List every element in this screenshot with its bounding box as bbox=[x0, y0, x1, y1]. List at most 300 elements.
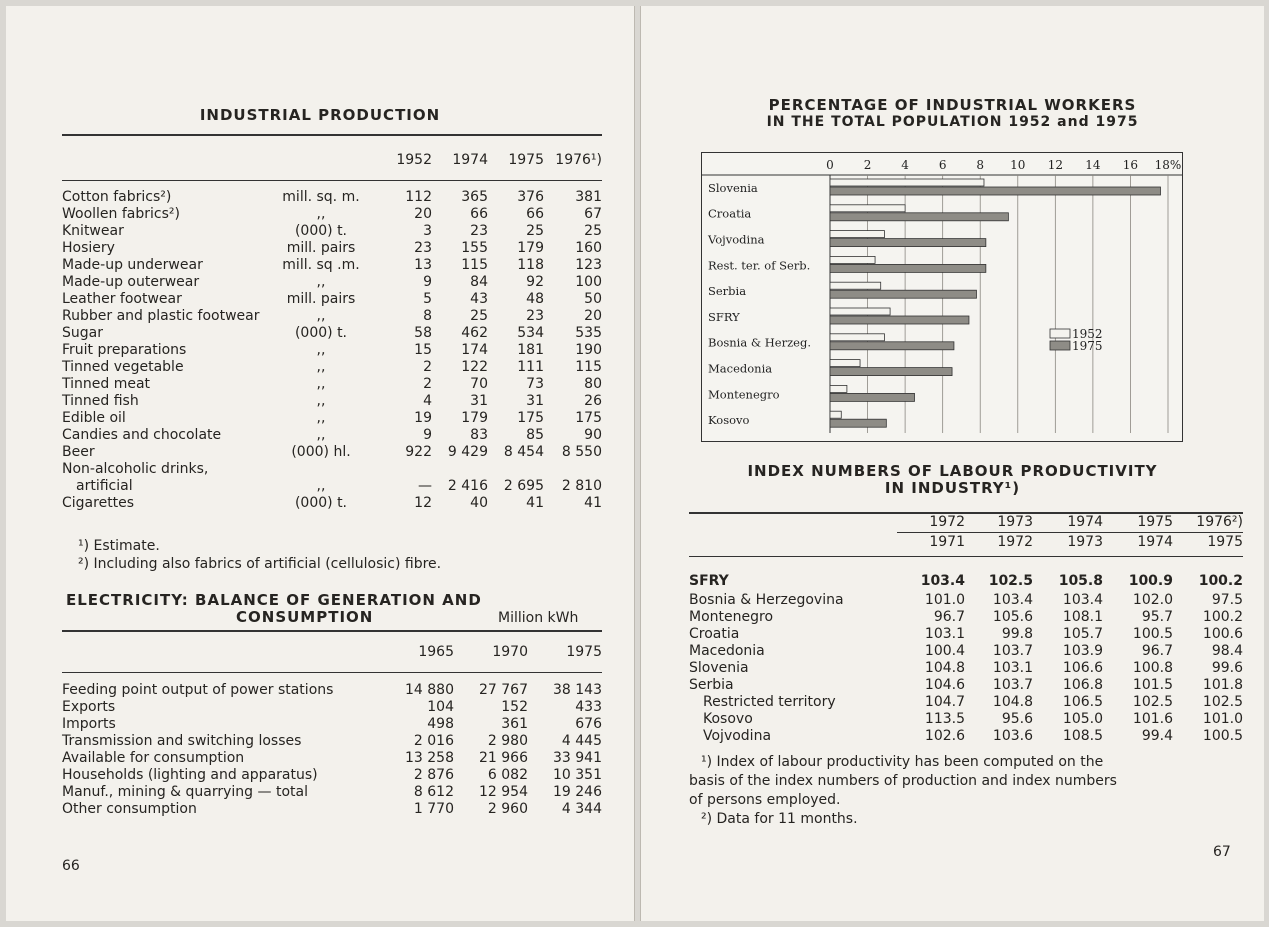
table-row bbox=[62, 257, 602, 274]
electricity-title-line2: CONSUMPTION bbox=[236, 608, 374, 626]
unit-label: ,, bbox=[316, 359, 326, 375]
table-row bbox=[62, 223, 602, 240]
value-cell: 104 bbox=[427, 699, 454, 715]
item-label: Restricted territory bbox=[703, 694, 836, 710]
value-cell: 9 bbox=[423, 427, 432, 443]
value-cell: 102.6 bbox=[924, 728, 965, 744]
value-cell: 84 bbox=[470, 274, 488, 290]
item-label: Available for consumption bbox=[62, 750, 245, 766]
category-label: Slovenia bbox=[708, 180, 758, 195]
value-cell: 111 bbox=[517, 359, 544, 375]
bar-1952 bbox=[830, 360, 860, 367]
table-row bbox=[62, 206, 602, 223]
table-row bbox=[62, 733, 602, 750]
value-cell: 92 bbox=[526, 274, 544, 290]
value-cell: 66 bbox=[470, 206, 488, 222]
bar-1975 bbox=[830, 368, 952, 376]
base-year-header: 1973 bbox=[1067, 533, 1103, 550]
unit-label: mill. pairs bbox=[286, 240, 356, 256]
item-label: Non-alcoholic drinks, bbox=[62, 461, 209, 477]
item-label: Manuf., mining & quarrying — total bbox=[62, 784, 308, 800]
unit-label: (000) t. bbox=[294, 325, 348, 341]
item-label: Made-up outerwear bbox=[62, 274, 200, 290]
value-cell: 101.6 bbox=[1132, 711, 1173, 727]
item-label: SFRY bbox=[689, 572, 729, 589]
table-row bbox=[689, 660, 1243, 677]
value-cell: 105.0 bbox=[1062, 711, 1103, 727]
unit-label: ,, bbox=[316, 410, 326, 426]
legend-label: 1952 bbox=[1072, 327, 1103, 341]
category-label: Serbia bbox=[708, 284, 747, 299]
item-label: Tinned meat bbox=[62, 376, 151, 392]
value-cell: 80 bbox=[584, 376, 602, 392]
legend-swatch-1952 bbox=[1050, 329, 1070, 338]
footnote: ²) Including also fabrics of artificial (cellulosic) fibre. bbox=[78, 556, 442, 572]
category-label: SFRY bbox=[708, 309, 740, 324]
x-tick-label: 16 bbox=[1122, 158, 1139, 172]
unit-label: mill. sq .m. bbox=[282, 257, 360, 273]
value-cell: 102.5 bbox=[1202, 694, 1243, 710]
value-cell: 104.8 bbox=[924, 660, 965, 676]
year-header: 1973 bbox=[997, 514, 1033, 530]
table-row bbox=[689, 643, 1243, 660]
value-cell: 103.1 bbox=[992, 660, 1033, 676]
value-cell: 108.1 bbox=[1062, 609, 1103, 625]
item-label: Cotton fabrics²) bbox=[62, 189, 172, 205]
value-cell: 70 bbox=[470, 376, 488, 392]
bar-1952 bbox=[830, 231, 884, 238]
electricity-unit: Million kWh bbox=[498, 610, 579, 626]
value-cell: 174 bbox=[461, 342, 488, 358]
value-cell: 100.5 bbox=[1132, 626, 1173, 642]
divider bbox=[62, 134, 602, 136]
table-row bbox=[689, 626, 1243, 643]
value-cell: 97.5 bbox=[1211, 592, 1243, 608]
table-header-row bbox=[62, 152, 602, 169]
value-cell: 96.7 bbox=[933, 609, 965, 625]
value-cell: 21 966 bbox=[479, 750, 528, 766]
item-label: Tinned vegetable bbox=[62, 359, 184, 375]
value-cell: 85 bbox=[526, 427, 544, 443]
value-cell: 365 bbox=[461, 189, 488, 205]
unit-label: (000) t. bbox=[294, 495, 348, 511]
category-label: Kosovo bbox=[708, 413, 750, 428]
table-row bbox=[62, 699, 602, 716]
item-label: Feeding point output of power stations bbox=[62, 682, 334, 698]
x-tick-label: 4 bbox=[901, 158, 909, 172]
value-cell: 48 bbox=[526, 291, 544, 307]
value-cell: 534 bbox=[517, 325, 544, 341]
bar-1952 bbox=[830, 282, 881, 289]
industrial-production-rows bbox=[62, 189, 602, 512]
value-cell: 105.6 bbox=[992, 609, 1033, 625]
value-cell: 15 bbox=[414, 342, 432, 358]
productivity-title-line2: IN INDUSTRY¹) bbox=[884, 479, 1021, 497]
value-cell: 100.2 bbox=[1198, 572, 1243, 589]
value-cell: 41 bbox=[584, 495, 602, 511]
value-cell: 112 bbox=[405, 189, 432, 205]
electricity-title: ELECTRICITY: BALANCE OF GENERATION AND bbox=[66, 591, 482, 609]
footnote: ²) Data for 11 months. bbox=[701, 811, 858, 827]
table-row bbox=[62, 359, 602, 376]
value-cell: 2 bbox=[423, 359, 432, 375]
value-cell: 190 bbox=[575, 342, 602, 358]
item-label: Slovenia bbox=[689, 660, 749, 676]
value-cell: 100.9 bbox=[1128, 572, 1173, 589]
value-cell: 2 416 bbox=[447, 478, 488, 494]
year-header: 1975 bbox=[508, 152, 544, 168]
value-cell: 9 bbox=[423, 274, 432, 290]
value-cell: 58 bbox=[414, 325, 432, 341]
value-cell: 106.5 bbox=[1062, 694, 1103, 710]
table-row bbox=[62, 461, 602, 478]
unit-label: (000) hl. bbox=[291, 444, 351, 460]
left-page bbox=[6, 6, 635, 921]
value-cell: 103.4 bbox=[920, 572, 965, 589]
value-cell: 33 941 bbox=[553, 750, 602, 766]
value-cell: 115 bbox=[575, 359, 602, 375]
table-row bbox=[689, 694, 1243, 711]
value-cell: 2 980 bbox=[487, 733, 528, 749]
value-cell bbox=[432, 461, 488, 478]
productivity-table bbox=[689, 514, 1243, 745]
value-cell: 8 454 bbox=[503, 444, 544, 460]
value-cell: 108.5 bbox=[1062, 728, 1103, 744]
value-cell: — bbox=[418, 478, 432, 494]
footnote: of persons employed. bbox=[689, 792, 841, 808]
x-tick-label: 8 bbox=[976, 158, 985, 172]
bar-1975 bbox=[830, 213, 1008, 221]
value-cell: 101.0 bbox=[924, 592, 965, 608]
footnote: ¹) Index of labour productivity has been computed on the bbox=[701, 754, 1104, 770]
productivity-rows bbox=[689, 570, 1243, 745]
year-header: 1974 bbox=[452, 152, 488, 168]
value-cell: 105.8 bbox=[1058, 572, 1103, 589]
value-cell: 19 246 bbox=[553, 784, 602, 800]
value-cell: 181 bbox=[517, 342, 544, 358]
legend-label: 1975 bbox=[1072, 339, 1103, 353]
table-row bbox=[689, 677, 1243, 694]
bar-1975 bbox=[830, 342, 954, 350]
bar-1975 bbox=[830, 239, 986, 247]
value-cell: 95.6 bbox=[1001, 711, 1033, 727]
value-cell: 103.7 bbox=[992, 643, 1033, 659]
value-cell: 4 bbox=[423, 393, 432, 409]
value-cell: 99.6 bbox=[1211, 660, 1243, 676]
item-label: Fruit preparations bbox=[62, 342, 187, 358]
item-label: Woollen fabrics²) bbox=[62, 206, 180, 222]
value-cell: 175 bbox=[575, 410, 602, 426]
item-label: Kosovo bbox=[703, 711, 753, 727]
value-cell: 43 bbox=[470, 291, 488, 307]
value-cell: 2 bbox=[423, 376, 432, 392]
value-cell: 103.1 bbox=[924, 626, 965, 642]
value-cell: 381 bbox=[575, 189, 602, 205]
page-number: 67 bbox=[1213, 844, 1231, 860]
value-cell: 31 bbox=[470, 393, 488, 409]
value-cell: 40 bbox=[470, 495, 488, 511]
value-cell: 2 876 bbox=[413, 767, 454, 783]
bar-1975 bbox=[830, 316, 969, 324]
value-cell: 98.4 bbox=[1211, 643, 1243, 659]
bar-1952 bbox=[830, 334, 884, 341]
value-cell: 103.9 bbox=[1062, 643, 1103, 659]
unit-label: ,, bbox=[316, 393, 326, 409]
value-cell: 8 bbox=[423, 308, 432, 324]
category-label: Croatia bbox=[708, 206, 752, 221]
value-cell: 155 bbox=[461, 240, 488, 256]
value-cell: 100.2 bbox=[1202, 609, 1243, 625]
category-label: Montenegro bbox=[708, 387, 780, 402]
table-row bbox=[62, 478, 602, 495]
item-label: Sugar bbox=[62, 325, 103, 341]
value-cell bbox=[544, 461, 602, 478]
table-row bbox=[62, 682, 602, 699]
value-cell: 103.6 bbox=[992, 728, 1033, 744]
table-row bbox=[62, 308, 602, 325]
value-cell: 23 bbox=[414, 240, 432, 256]
industrial-production-title: INDUSTRIAL PRODUCTION bbox=[199, 106, 441, 124]
year-header: 1972 bbox=[929, 514, 965, 530]
item-label: Croatia bbox=[689, 626, 740, 642]
value-cell: 23 bbox=[526, 308, 544, 324]
unit-label: mill. sq. m. bbox=[282, 189, 360, 205]
bar-1952 bbox=[830, 411, 841, 418]
value-cell: 106.6 bbox=[1062, 660, 1103, 676]
table-row bbox=[62, 410, 602, 427]
bar-1975 bbox=[830, 393, 915, 401]
table-row bbox=[62, 325, 602, 342]
value-cell: 175 bbox=[517, 410, 544, 426]
value-cell: 498 bbox=[427, 716, 454, 732]
value-cell: 160 bbox=[575, 240, 602, 256]
unit-label: ,, bbox=[316, 342, 326, 358]
electricity-table bbox=[62, 644, 602, 818]
value-cell: 152 bbox=[501, 699, 528, 715]
bar-1975 bbox=[830, 187, 1160, 195]
item-label: Vojvodina bbox=[703, 728, 772, 744]
table-row bbox=[689, 711, 1243, 728]
item-label: Rubber and plastic footwear bbox=[62, 308, 260, 324]
item-label: Beer bbox=[62, 444, 95, 460]
item-label: Imports bbox=[62, 716, 116, 732]
category-label: Rest. ter. of Serb. bbox=[708, 258, 811, 273]
table-row bbox=[62, 495, 602, 512]
value-cell: 103.7 bbox=[992, 677, 1033, 693]
value-cell: 433 bbox=[575, 699, 602, 715]
unit-label: (000) t. bbox=[294, 223, 348, 239]
value-cell: 19 bbox=[414, 410, 432, 426]
value-cell: 676 bbox=[575, 716, 602, 732]
value-cell bbox=[380, 461, 432, 478]
category-label: Bosnia & Herzeg. bbox=[708, 335, 811, 350]
bar-chart bbox=[702, 153, 1182, 441]
value-cell: 5 bbox=[423, 291, 432, 307]
value-cell: 99.4 bbox=[1141, 728, 1173, 744]
value-cell: 83 bbox=[470, 427, 488, 443]
base-year-header: 1974 bbox=[1137, 533, 1173, 550]
value-cell: 102.0 bbox=[1132, 592, 1173, 608]
value-cell: 922 bbox=[405, 444, 432, 460]
divider bbox=[62, 630, 602, 632]
year-header: 1970 bbox=[492, 644, 528, 660]
value-cell: 4 445 bbox=[561, 733, 602, 749]
value-cell: 6 082 bbox=[487, 767, 528, 783]
table-row bbox=[689, 592, 1243, 609]
year-header: 1975 bbox=[1137, 514, 1173, 530]
unit-label: ,, bbox=[316, 308, 326, 324]
item-label: Knitwear bbox=[62, 223, 124, 239]
item-label: Other consumption bbox=[62, 801, 197, 817]
base-year-header: 1972 bbox=[997, 533, 1033, 550]
unit-label bbox=[262, 461, 380, 478]
x-tick-label: 2 bbox=[863, 158, 872, 172]
value-cell: 100 bbox=[575, 274, 602, 290]
value-cell: 104.7 bbox=[924, 694, 965, 710]
value-cell: 90 bbox=[584, 427, 602, 443]
value-cell: 13 258 bbox=[405, 750, 454, 766]
value-cell: 1 770 bbox=[413, 801, 454, 817]
table-row bbox=[62, 342, 602, 359]
value-cell: 13 bbox=[414, 257, 432, 273]
value-cell: 118 bbox=[517, 257, 544, 273]
value-cell: 123 bbox=[575, 257, 602, 273]
x-tick-label: 6 bbox=[938, 158, 947, 172]
value-cell: 26 bbox=[584, 393, 602, 409]
item-label: Exports bbox=[62, 699, 116, 715]
value-cell: 12 bbox=[414, 495, 432, 511]
table-header-row bbox=[689, 514, 1243, 531]
industrial-production-table bbox=[62, 152, 602, 512]
unit-label: ,, bbox=[316, 376, 326, 392]
table-row bbox=[62, 240, 602, 257]
table-row bbox=[62, 189, 602, 206]
item-label: Cigarettes bbox=[62, 495, 135, 511]
bar-1975 bbox=[830, 264, 986, 272]
x-tick-label: 18% bbox=[1154, 158, 1182, 172]
value-cell: 20 bbox=[414, 206, 432, 222]
table-row bbox=[62, 750, 602, 767]
table-row bbox=[689, 609, 1243, 626]
value-cell: 31 bbox=[526, 393, 544, 409]
value-cell: 101.8 bbox=[1202, 677, 1243, 693]
value-cell: 122 bbox=[461, 359, 488, 375]
productivity-title: INDEX NUMBERS OF LABOUR PRODUCTIVITY bbox=[747, 462, 1158, 480]
value-cell: 38 143 bbox=[553, 682, 602, 698]
value-cell: 12 954 bbox=[479, 784, 528, 800]
value-cell: 25 bbox=[526, 223, 544, 239]
value-cell: 66 bbox=[526, 206, 544, 222]
bar-1952 bbox=[830, 385, 847, 392]
value-cell: 23 bbox=[470, 223, 488, 239]
table-row bbox=[62, 291, 602, 308]
table-row bbox=[62, 393, 602, 410]
value-cell: 103.4 bbox=[1062, 592, 1103, 608]
value-cell: 96.7 bbox=[1141, 643, 1173, 659]
item-label: Macedonia bbox=[689, 643, 765, 659]
value-cell: 179 bbox=[517, 240, 544, 256]
value-cell: 10 351 bbox=[553, 767, 602, 783]
value-cell bbox=[488, 461, 544, 478]
value-cell: 20 bbox=[584, 308, 602, 324]
electricity-rows bbox=[62, 682, 602, 818]
x-tick-label: 12 bbox=[1047, 158, 1063, 172]
right-page bbox=[640, 6, 1264, 921]
value-cell: 99.8 bbox=[1001, 626, 1033, 642]
value-cell: 67 bbox=[584, 206, 602, 222]
category-label: Macedonia bbox=[708, 361, 773, 376]
value-cell: 101.5 bbox=[1132, 677, 1173, 693]
item-label: Bosnia & Herzegovina bbox=[689, 592, 844, 608]
x-tick-label: 10 bbox=[1010, 158, 1026, 172]
value-cell: 100.6 bbox=[1202, 626, 1243, 642]
value-cell: 102.5 bbox=[988, 572, 1033, 589]
value-cell: 3 bbox=[423, 223, 432, 239]
value-cell: 50 bbox=[584, 291, 602, 307]
table-row bbox=[62, 274, 602, 291]
value-cell: 2 016 bbox=[413, 733, 454, 749]
chart-title-line2: IN THE TOTAL POPULATION 1952 and 1975 bbox=[766, 114, 1139, 130]
table-header-row bbox=[62, 644, 602, 661]
unit-label: ,, bbox=[316, 427, 326, 443]
value-cell: 179 bbox=[461, 410, 488, 426]
value-cell: 73 bbox=[526, 376, 544, 392]
table-row bbox=[62, 716, 602, 733]
category-label: Vojvodina bbox=[708, 232, 765, 247]
item-label: Candies and chocolate bbox=[62, 427, 222, 443]
value-cell: 102.5 bbox=[1132, 694, 1173, 710]
value-cell: 535 bbox=[575, 325, 602, 341]
value-cell: 100.8 bbox=[1132, 660, 1173, 676]
value-cell: 113.5 bbox=[924, 711, 965, 727]
value-cell: 14 880 bbox=[405, 682, 454, 698]
value-cell: 105.7 bbox=[1062, 626, 1103, 642]
bar-1952 bbox=[830, 179, 984, 186]
value-cell: 9 429 bbox=[447, 444, 488, 460]
item-label: Hosiery bbox=[62, 240, 115, 256]
year-header: 1952 bbox=[396, 152, 432, 168]
value-cell: 25 bbox=[584, 223, 602, 239]
value-cell: 101.0 bbox=[1202, 711, 1243, 727]
table-row bbox=[689, 728, 1243, 745]
value-cell: 361 bbox=[501, 716, 528, 732]
chart-title: PERCENTAGE OF INDUSTRIAL WORKERS bbox=[768, 96, 1137, 114]
base-year-header: 1971 bbox=[929, 533, 965, 550]
legend-swatch-1975 bbox=[1050, 341, 1070, 350]
bar-1952 bbox=[830, 205, 905, 212]
value-cell: 25 bbox=[470, 308, 488, 324]
year-header: 1976¹) bbox=[555, 152, 602, 168]
item-label: Leather footwear bbox=[62, 291, 182, 307]
table-row bbox=[689, 570, 1243, 592]
value-cell: 2 960 bbox=[487, 801, 528, 817]
bar-1952 bbox=[830, 308, 890, 315]
bar-chart-frame bbox=[701, 152, 1183, 442]
year-header: 1975 bbox=[566, 644, 602, 660]
item-label: Households (lighting and apparatus) bbox=[62, 767, 318, 783]
item-label: Made-up underwear bbox=[62, 257, 203, 273]
item-label: Montenegro bbox=[689, 609, 774, 625]
table-row bbox=[62, 376, 602, 393]
item-label: Edible oil bbox=[62, 410, 126, 426]
unit-label: ,, bbox=[316, 274, 326, 290]
table-row bbox=[62, 444, 602, 461]
value-cell: 2 810 bbox=[561, 478, 602, 494]
value-cell: 104.6 bbox=[924, 677, 965, 693]
item-label: artificial bbox=[76, 478, 133, 494]
value-cell: 8 612 bbox=[413, 784, 454, 800]
footnote: basis of the index numbers of production and index numbers bbox=[689, 773, 1117, 789]
